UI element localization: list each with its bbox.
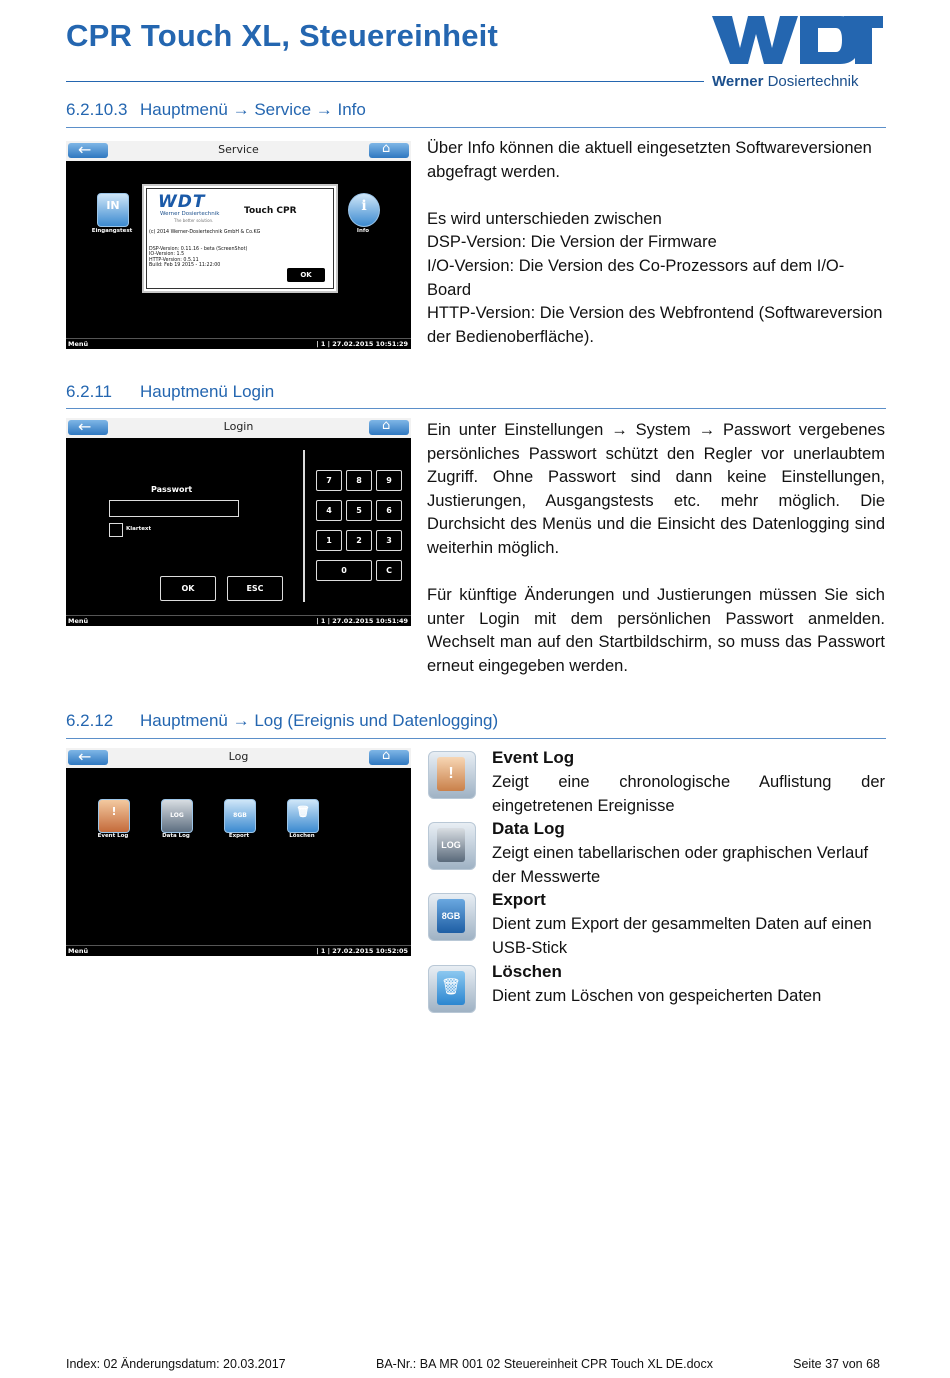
password-input[interactable] <box>109 500 239 517</box>
screen-title: Login <box>223 420 254 433</box>
export-text-2: USB-Stick <box>492 939 568 957</box>
info-line-1: Es wird unterschieden zwischen <box>427 209 662 228</box>
section-heading-log: 6.2.12 Hauptmenü → Log (Ereignis und Datenlogging) <box>66 711 499 730</box>
keypad-divider <box>303 450 305 602</box>
key-8[interactable]: 8 <box>346 470 372 491</box>
loeschen-label: Löschen <box>289 833 315 839</box>
export-text-1: Dient zum Export der gesammelten Daten auf einen <box>492 915 872 933</box>
menu-link[interactable]: Menü <box>68 617 89 625</box>
key-clear[interactable]: C <box>376 560 402 581</box>
screen-top-bar <box>66 141 411 161</box>
key-9[interactable]: 9 <box>376 470 402 491</box>
dsp-version-line: DSP-Version: 0.11.16 - beta (ScreenShot) <box>149 247 248 252</box>
loeschen-title: Löschen <box>492 962 562 981</box>
data-log-label: Data Log <box>162 833 190 839</box>
key-3[interactable]: 3 <box>376 530 402 551</box>
info-dialog <box>142 184 338 293</box>
section-rule <box>66 738 886 739</box>
loeschen-text-1: Dient zum Löschen von gespeicherten Daten <box>492 987 822 1005</box>
section-rule <box>66 408 886 409</box>
status-datetime: | 1 | 27.02.2015 10:51:49 <box>316 617 408 625</box>
info-description <box>427 137 885 349</box>
key-5[interactable]: 5 <box>346 500 372 521</box>
header-rule <box>66 81 704 82</box>
footer-document: BA-Nr.: BA MR 001 02 Steuereinheit CPR Touch XL DE.docx <box>376 1357 713 1371</box>
document-title: CPR Touch XL, Steuereinheit <box>66 18 498 53</box>
event-log-doc-icon: ! <box>428 751 476 799</box>
screen-title: Service <box>218 143 259 156</box>
data-log-icon[interactable]: LOG <box>161 799 193 833</box>
info-line-3: I/O-Version: Die Version des Co-Prozessors auf dem I/O-Board <box>427 256 845 299</box>
service-screenshot <box>66 141 411 349</box>
data-log-title: Data Log <box>492 819 565 838</box>
trash-icon[interactable]: 🗑 <box>287 799 319 833</box>
key-4[interactable]: 4 <box>316 500 342 521</box>
footer-page: Seite 37 von 68 <box>793 1357 880 1371</box>
home-icon[interactable] <box>369 420 409 435</box>
data-log-text-2: der Messwerte <box>492 868 601 886</box>
data-log-text-1: Zeigt einen tabellarischen oder graphischen Verlauf <box>492 844 869 862</box>
klartext-checkbox[interactable] <box>109 523 123 537</box>
screen-status-bar <box>66 945 411 956</box>
key-0[interactable]: 0 <box>316 560 372 581</box>
status-datetime: | 1 | 27.02.2015 10:52:05 <box>316 947 408 955</box>
login-para-1: Ein unter Einstellungen → System → Passwort vergebenes persönliches Passwort schützt den Regler vor unerlaubtem Zugriff. Ohne Passwort sind dann keine Einstellungen, Justierungen, Ausgangstests etc. mehr möglich. Die Durchsicht des Menüs und die Einsicht des Datenlogging sind weiterhin möglich. <box>427 421 885 557</box>
dialog-logo-tagline: The better solution. <box>174 218 214 223</box>
dialog-version-list <box>149 247 247 269</box>
logo-company-name: Werner Dosiertechnik <box>712 73 859 90</box>
loeschen-doc-icon: 🗑 <box>428 965 476 1013</box>
export-icon[interactable]: 8GB <box>224 799 256 833</box>
key-6[interactable]: 6 <box>376 500 402 521</box>
log-screenshot <box>66 748 411 956</box>
event-log-label: Event Log <box>97 833 129 839</box>
eingangstest-label: Eingangstest <box>91 228 133 234</box>
data-log-doc-icon: LOG <box>428 822 476 870</box>
export-doc-icon: 8GB <box>428 893 476 941</box>
esc-button[interactable]: ESC <box>227 576 283 601</box>
info-label: Info <box>356 228 370 234</box>
key-1[interactable]: 1 <box>316 530 342 551</box>
screen-top-bar <box>66 418 411 438</box>
event-log-icon[interactable]: ! <box>98 799 130 833</box>
screen-status-bar <box>66 338 411 349</box>
dialog-logo: WDT <box>158 192 206 212</box>
screen-title: Log <box>228 750 249 763</box>
status-datetime: | 1 | 27.02.2015 10:51:29 <box>316 340 408 348</box>
password-label: Passwort <box>151 485 193 494</box>
key-2[interactable]: 2 <box>346 530 372 551</box>
info-para-1: Über Info können die aktuell eingesetzten Softwareversionen abgefragt werden. <box>427 139 872 181</box>
key-7[interactable]: 7 <box>316 470 342 491</box>
section-heading-info: 6.2.10.3 Hauptmenü → Service → Info <box>66 100 366 119</box>
io-version-line: IO-Version: 1.5 <box>149 252 185 258</box>
ok-button[interactable]: OK <box>160 576 216 601</box>
screen-status-bar <box>66 615 411 626</box>
dialog-logo-sub: Werner Dosiertechnik <box>160 211 220 217</box>
event-log-title: Event Log <box>492 748 575 767</box>
eingangstest-icon[interactable]: IN <box>97 193 129 227</box>
home-icon[interactable] <box>369 750 409 765</box>
info-line-4: HTTP-Version: Die Version des Webfrontend (Softwareversion der Bedienoberfläche). <box>427 304 883 346</box>
home-icon[interactable] <box>369 143 409 158</box>
section-heading-login: 6.2.11 Hauptmenü Login <box>66 382 275 401</box>
build-line: Build: Feb 19 2015 - 11:22:00 <box>149 263 221 269</box>
screen-top-bar <box>66 748 411 768</box>
dialog-copyright: (c) 2014 Werner-Dosiertechnik GmbH & Co.KG <box>149 230 261 235</box>
login-screenshot <box>66 418 411 626</box>
dialog-title: Touch CPR <box>244 206 297 216</box>
section-rule <box>66 127 886 128</box>
export-title: Export <box>492 890 546 909</box>
event-log-text-1: Zeigt eine chronologische Auflistung der <box>492 773 885 791</box>
dialog-ok-button[interactable]: OK <box>287 268 325 282</box>
menu-link[interactable]: Menü <box>68 947 89 955</box>
login-description <box>427 419 885 679</box>
info-line-2: DSP-Version: Die Version der Firmware <box>427 233 717 252</box>
klartext-label: Klartext <box>126 526 152 532</box>
export-label: Export <box>228 833 250 839</box>
info-icon[interactable]: i <box>348 193 380 227</box>
footer-index: Index: 02 Änderungsdatum: 20.03.2017 <box>66 1357 286 1371</box>
menu-link[interactable]: Menü <box>68 340 89 348</box>
http-version-line: HTTP-Version: 0.5.11 <box>149 257 199 263</box>
event-log-text-2: eingetretenen Ereignisse <box>492 797 675 815</box>
login-para-2: Für künftige Änderungen und Justierungen müssen Sie sich unter Login mit dem persönlichen Passwort anmelden. Wechselt man auf den Startbildschirm, so muss das Passwort erneut eingegeben werden. <box>427 586 885 675</box>
